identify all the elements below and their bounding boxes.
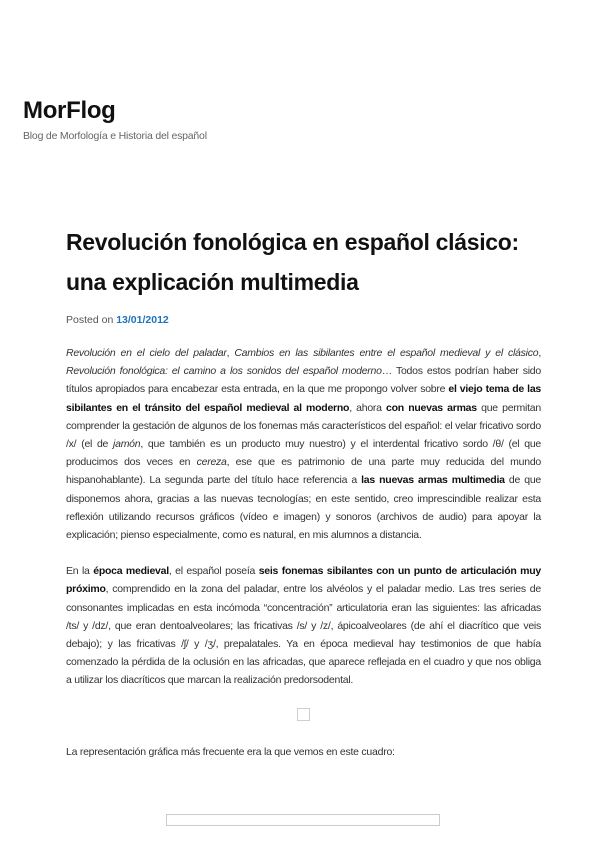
posted-on-label: Posted on [66,314,117,326]
emphasis-weapons: con nuevas armas [386,401,477,414]
paragraph-medieval [66,562,541,689]
paragraph-intro [66,344,541,544]
emphasis-six-phonemes: seis fonemas sibilantes con un punto de articulación muy próximo [66,565,541,596]
text-fragment: , [226,347,235,359]
text-fragment: En la [66,565,94,578]
emphasis-medieval: época medieval [93,565,169,578]
example-word-jamon: jamón [113,438,141,451]
post-article [66,222,541,779]
title-option-1: Revolución en el cielo del paladar [66,347,227,359]
emphasis-topic: el viejo tema de las sibilantes en el tránsito del español medieval al moderno [66,383,541,414]
emphasis-multimedia: las nuevas armas multimedia [361,474,505,487]
text-fragment: , que también es un producto muy nuestro) y el interdental fricativo sordo /θ/ (el que producimos dos veces en [66,438,542,469]
post-content [66,344,541,761]
sibilants-table [166,814,440,826]
text-fragment: que permitan comprender la gestación de algunos de los fonemas más característicos del español: el velar fricativo sordo /x/ (el de [66,401,541,451]
paragraph-chart-intro: La representación gráfica más frecuente era la que vemos en este cuadro: [66,745,395,758]
text-fragment: , el español poseía [168,565,259,578]
text-fragment: , [538,347,541,359]
site-title[interactable]: MorFlog [23,97,116,124]
title-option-3: Revolución fonológica: el camino a los sonidos del español moderno [66,365,382,378]
post-meta [66,314,541,326]
text-fragment: , ese que es patrimonio de una parte muy reducida del mundo hispanohablante). La segunda parte del título hace referencia a [66,456,542,487]
site-header [23,96,583,142]
post-title: Revolución fonológica en español clásico: una explicación multimedia [66,229,519,295]
post-date-link[interactable]: 13/01/2012 [116,314,169,326]
site-description: Blog de Morfología e Historia del español [23,130,207,142]
text-fragment: de que disponemos ahora, gracias a las nuevas tecnologías; en este sentido, creo imprescindible realizar esta reflexión utilizando recursos gráficos (vídeo e imagen) y sonoros (archivos de audio) para apoyar la explicación; pienso especialmente, como es natural, en mis alumnos a distancia. [66,474,541,542]
title-option-2: Cambios en las sibilantes entre el español medieval y el clásico [234,347,539,359]
example-word-cereza: cereza [196,456,227,469]
text-fragment: , ahora [349,401,387,414]
text-fragment: , comprendido en la zona del paladar, entre los alvéolos y el paladar medio. Las tres series de consonantes implicadas en esta incómoda “concentración” articulatoria eran las siguientes: las africadas /ts/ y /dz/, que eran dentoalveolares; las fricativas /s/ y /z/, ápicoalveolares (de ahí el diacrítico que veis debajo); y las fricativas /ʃ/ y /ʒ/, prepalatales. Ya en época medieval hay testimonios de que había comenzado la pérdida de la oclusión en las africadas, que aparece reflejada en el cuadro y que nos obliga a utilizar los diacríticos que marcan la realización predorsodental. [66,583,541,687]
broken-image-icon [297,708,310,721]
text-fragment: … Todos estos podrían haber sido títulos apropiados para encabezar esta entrada, en la que me propongo volver sobre [66,365,541,396]
